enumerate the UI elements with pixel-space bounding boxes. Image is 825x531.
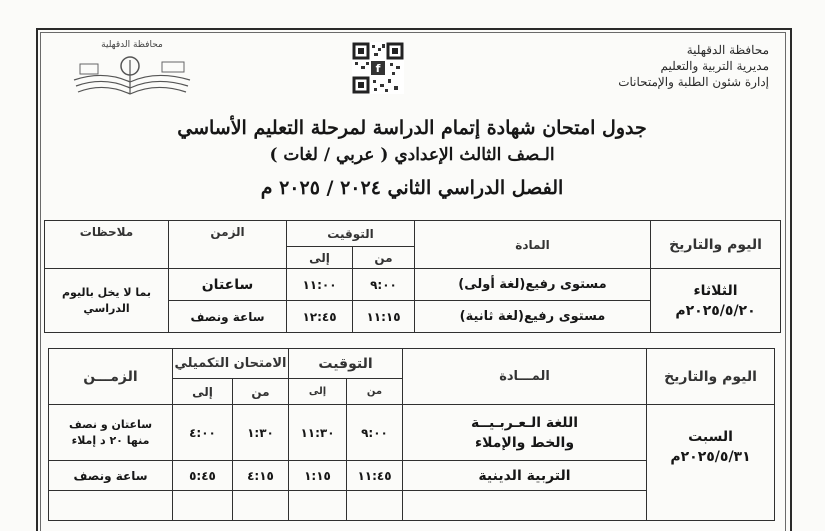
cut-off-cell (347, 491, 403, 521)
cut-off-cell (49, 491, 173, 521)
svg-text:f: f (375, 62, 381, 75)
header-duration: الزمـــن (49, 349, 173, 405)
to-cell: ١:١٥ (289, 461, 347, 491)
to-cell: ١١:٣٠ (289, 405, 347, 461)
logo-caption: محافظة الدقهلية (101, 40, 163, 50)
header-from: من (347, 379, 403, 405)
notes-cell: بما لا يخل باليوم الدراسي (45, 269, 169, 333)
cut-off-cell (173, 491, 233, 521)
cut-off-cell (233, 491, 289, 521)
table-row (45, 269, 781, 301)
header-day-date: اليوم والتاريخ (647, 349, 775, 405)
subject-line-1: اللغة الـعـربـيــة (470, 414, 579, 431)
subject-cell: مستوى رفيع(لغة أولى) (415, 269, 651, 301)
day-date-cell (647, 405, 775, 521)
cut-off-cell (403, 491, 647, 521)
subject-cell: مستوى رفيع(لغة ثانية) (415, 301, 651, 333)
duration-line-2: منها ٢٠ د إملاء (71, 433, 150, 447)
header-duration: الزمن (169, 221, 287, 269)
qr-code-icon (352, 42, 404, 94)
to-cell: ١٢:٤٥ (287, 301, 353, 333)
header-from: من (353, 247, 415, 269)
header-supplementary-exam: الامتحان التكميلي (173, 349, 289, 379)
header-timing: التوقيت (289, 349, 403, 379)
from-cell: ١١:٤٥ (347, 461, 403, 491)
header-notes: ملاحظات (45, 221, 169, 269)
open-book-logo-icon (64, 40, 200, 104)
authority-department: إدارة شئون الطلبة والإمتحانات (618, 75, 769, 89)
supplementary-from-cell: ١:٣٠ (233, 405, 289, 461)
supplementary-to-cell: ٤:٠٠ (173, 405, 233, 461)
to-cell: ١١:٠٠ (287, 269, 353, 301)
exam-date: ٢٠٢٥/٥/٢٠م (675, 302, 756, 319)
day-name: الثلاثاء (693, 282, 738, 299)
authority-governorate: محافظة الدقهلية (686, 43, 769, 57)
header-supplementary-from: من (233, 379, 289, 405)
duration-cell (49, 405, 173, 461)
supplementary-to-cell: ٥:٤٥ (173, 461, 233, 491)
day-date-cell (651, 269, 781, 333)
cut-off-cell (289, 491, 347, 521)
header-subject: المـــادة (403, 349, 647, 405)
table-advanced-level-exams (44, 220, 781, 333)
header-to: إلى (287, 247, 353, 269)
term-subtitle: الفصل الدراسي الثاني ٢٠٢٤ / ٢٠٢٥ م (260, 177, 564, 199)
header-day-date: اليوم والتاريخ (651, 221, 781, 269)
from-cell: ٩:٠٠ (347, 405, 403, 461)
document-titles (40, 116, 784, 202)
header-subject: المادة (415, 221, 651, 269)
from-cell: ١١:١٥ (353, 301, 415, 333)
header-timing: التوقيت (287, 221, 415, 247)
header-supplementary-to: إلى (173, 379, 233, 405)
table-row (49, 405, 775, 461)
authority-directorate: مديرية التربية والتعليم (660, 59, 769, 73)
from-cell: ٩:٠٠ (353, 269, 415, 301)
document-title: جدول امتحان شهادة إتمام الدراسة لمرحلة التعليم الأساسي (177, 117, 647, 139)
day-name: السبت (688, 429, 733, 445)
issuing-authority (609, 42, 769, 90)
subject-cell (403, 405, 647, 461)
subject-cell: التربية الدينية (403, 461, 647, 491)
duration-cell: ساعتان (169, 269, 287, 301)
supplementary-from-cell: ٤:١٥ (233, 461, 289, 491)
table-core-subject-exams (48, 348, 775, 521)
subject-line-2: والخط والإملاء (474, 434, 575, 451)
duration-line-1: ساعتان و نصف (68, 417, 153, 431)
exam-date: ٢٠٢٥/٥/٣١م (670, 449, 751, 465)
duration-cell: ساعة ونصف (169, 301, 287, 333)
header-to: إلى (289, 379, 347, 405)
duration-cell: ساعة ونصف (49, 461, 173, 491)
grade-subtitle: الـصف الثالث الإعدادي ( عربي / لغات ) (269, 145, 555, 165)
